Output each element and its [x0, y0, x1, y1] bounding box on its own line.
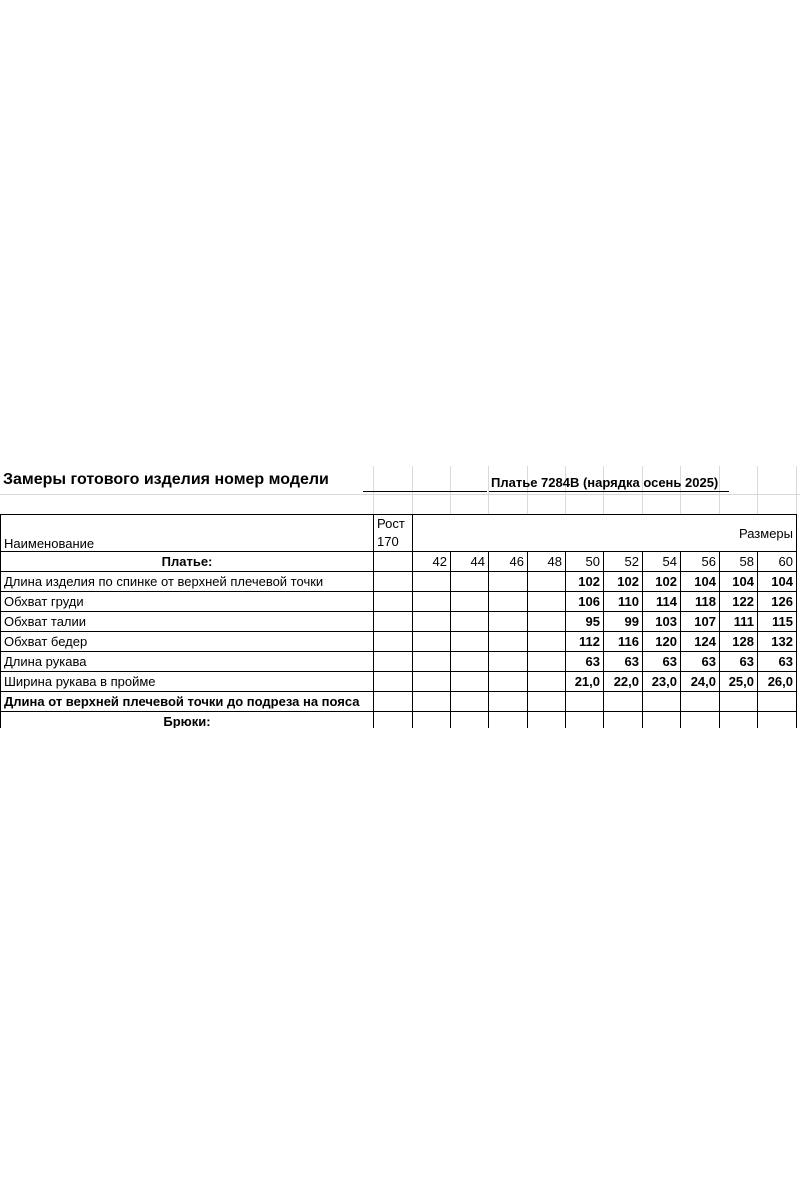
value-cell[interactable]: 102: [643, 572, 681, 592]
value-cell[interactable]: 122: [720, 592, 758, 612]
table-cell[interactable]: [643, 692, 681, 712]
table-cell[interactable]: [374, 712, 413, 729]
value-cell[interactable]: 21,0: [566, 672, 604, 692]
table-cell[interactable]: [413, 712, 451, 729]
size-cell[interactable]: 56: [681, 552, 720, 572]
sizes-row: [1, 552, 797, 572]
spreadsheet-area: [0, 466, 800, 728]
table-cell[interactable]: [451, 712, 489, 729]
value-cell[interactable]: 63: [720, 652, 758, 672]
table-cell[interactable]: [681, 712, 720, 729]
table-cell[interactable]: [528, 712, 566, 729]
title-underline: [363, 491, 487, 492]
value-cell[interactable]: 63: [643, 652, 681, 672]
value-cell[interactable]: 120: [643, 632, 681, 652]
row-label[interactable]: Обхват бедер: [1, 632, 374, 652]
value-cell[interactable]: [451, 592, 489, 612]
value-cell[interactable]: 104: [758, 572, 797, 592]
row-label[interactable]: Длина изделия по спинке от верхней плечевой точки: [1, 572, 374, 592]
value-cell[interactable]: [489, 592, 528, 612]
table-cell[interactable]: [720, 692, 758, 712]
value-cell[interactable]: 63: [604, 652, 643, 672]
value-cell[interactable]: 126: [758, 592, 797, 612]
table-cell[interactable]: [374, 672, 413, 692]
value-cell[interactable]: 110: [604, 592, 643, 612]
value-cell[interactable]: [413, 632, 451, 652]
row-label[interactable]: Обхват груди: [1, 592, 374, 612]
model-name: Платье 7284В (нарядка осень 2025): [491, 475, 719, 490]
size-cell[interactable]: 42: [413, 552, 451, 572]
value-cell[interactable]: 103: [643, 612, 681, 632]
sheet-title: Замеры готового изделия номер модели: [3, 471, 329, 488]
value-cell[interactable]: 95: [566, 612, 604, 632]
table-cell[interactable]: [413, 692, 451, 712]
rost-value: 170: [377, 534, 399, 549]
value-cell[interactable]: [413, 652, 451, 672]
table-row: [1, 592, 797, 612]
value-cell[interactable]: [413, 672, 451, 692]
table-row: [1, 692, 797, 712]
value-cell[interactable]: 63: [681, 652, 720, 672]
value-cell[interactable]: 102: [566, 572, 604, 592]
value-cell[interactable]: 114: [643, 592, 681, 612]
size-cell[interactable]: 60: [758, 552, 797, 572]
value-cell[interactable]: 128: [720, 632, 758, 652]
value-cell[interactable]: 107: [681, 612, 720, 632]
value-cell[interactable]: [528, 612, 566, 632]
table-cell[interactable]: [528, 692, 566, 712]
value-cell[interactable]: 99: [604, 612, 643, 632]
value-cell[interactable]: [489, 572, 528, 592]
table-cell[interactable]: [720, 712, 758, 729]
value-cell[interactable]: 116: [604, 632, 643, 652]
table-row: [1, 672, 797, 692]
value-cell[interactable]: 104: [681, 572, 720, 592]
value-cell[interactable]: [451, 572, 489, 592]
value-cell[interactable]: [451, 652, 489, 672]
value-cell[interactable]: [413, 612, 451, 632]
value-cell[interactable]: [413, 592, 451, 612]
value-cell[interactable]: [489, 652, 528, 672]
size-cell[interactable]: 58: [720, 552, 758, 572]
value-cell[interactable]: [528, 652, 566, 672]
table-cell[interactable]: [374, 652, 413, 672]
model-underline: [489, 491, 729, 492]
row-label[interactable]: Обхват талии: [1, 612, 374, 632]
table-cell[interactable]: [758, 692, 797, 712]
header-row: [1, 515, 797, 552]
value-cell[interactable]: [413, 572, 451, 592]
size-cell[interactable]: 44: [451, 552, 489, 572]
table-row: [1, 712, 797, 729]
table-cell[interactable]: [758, 712, 797, 729]
value-cell[interactable]: 22,0: [604, 672, 643, 692]
value-cell[interactable]: [489, 632, 528, 652]
value-cell[interactable]: 24,0: [681, 672, 720, 692]
table-cell[interactable]: [374, 612, 413, 632]
value-cell[interactable]: 132: [758, 632, 797, 652]
table-cell[interactable]: [374, 552, 413, 572]
size-cell[interactable]: 46: [489, 552, 528, 572]
group-label-pants[interactable]: Брюки:: [1, 712, 374, 729]
size-cell[interactable]: 50: [566, 552, 604, 572]
size-cell[interactable]: 52: [604, 552, 643, 572]
value-cell[interactable]: 23,0: [643, 672, 681, 692]
value-cell[interactable]: 102: [604, 572, 643, 592]
value-cell[interactable]: 124: [681, 632, 720, 652]
value-cell[interactable]: 118: [681, 592, 720, 612]
value-cell[interactable]: [528, 572, 566, 592]
value-cell[interactable]: 25,0: [720, 672, 758, 692]
column-header-sizes[interactable]: Размеры: [413, 515, 797, 552]
table-cell[interactable]: [374, 572, 413, 592]
table-cell[interactable]: [604, 712, 643, 729]
size-cell[interactable]: 48: [528, 552, 566, 572]
table-cell[interactable]: [374, 632, 413, 652]
column-header-rost[interactable]: [374, 515, 413, 552]
value-cell[interactable]: [451, 612, 489, 632]
column-header-name[interactable]: Наименование: [1, 515, 374, 552]
value-cell[interactable]: [528, 632, 566, 652]
value-cell[interactable]: 111: [720, 612, 758, 632]
table-cell[interactable]: [489, 712, 528, 729]
gridline: [0, 494, 800, 495]
value-cell[interactable]: [451, 672, 489, 692]
rost-label: Рост: [377, 516, 405, 531]
table-cell[interactable]: [374, 592, 413, 612]
table-row: [1, 572, 797, 592]
table-cell[interactable]: [566, 712, 604, 729]
value-cell[interactable]: [528, 592, 566, 612]
value-cell[interactable]: [528, 672, 566, 692]
table-cell[interactable]: [604, 692, 643, 712]
row-label-bold[interactable]: Длина от верхней плечевой точки до подреза на пояса: [1, 692, 374, 712]
table-cell[interactable]: [451, 692, 489, 712]
table-cell[interactable]: [681, 692, 720, 712]
table-cell[interactable]: [643, 712, 681, 729]
value-cell[interactable]: 112: [566, 632, 604, 652]
size-cell[interactable]: 54: [643, 552, 681, 572]
group-label-dress[interactable]: Платье:: [1, 552, 374, 572]
value-cell[interactable]: [489, 672, 528, 692]
value-cell[interactable]: 63: [758, 652, 797, 672]
row-label[interactable]: Длина рукава: [1, 652, 374, 672]
value-cell[interactable]: 115: [758, 612, 797, 632]
table-row: [1, 652, 797, 672]
value-cell[interactable]: [489, 612, 528, 632]
table-cell[interactable]: [566, 692, 604, 712]
value-cell[interactable]: 26,0: [758, 672, 797, 692]
value-cell[interactable]: 106: [566, 592, 604, 612]
row-label[interactable]: Ширина рукава в пройме: [1, 672, 374, 692]
table-cell[interactable]: [374, 692, 413, 712]
measurements-table: [0, 514, 797, 728]
value-cell[interactable]: 104: [720, 572, 758, 592]
table-cell[interactable]: [489, 692, 528, 712]
value-cell[interactable]: 63: [566, 652, 604, 672]
table-row: [1, 632, 797, 652]
value-cell[interactable]: [451, 632, 489, 652]
table-row: [1, 612, 797, 632]
